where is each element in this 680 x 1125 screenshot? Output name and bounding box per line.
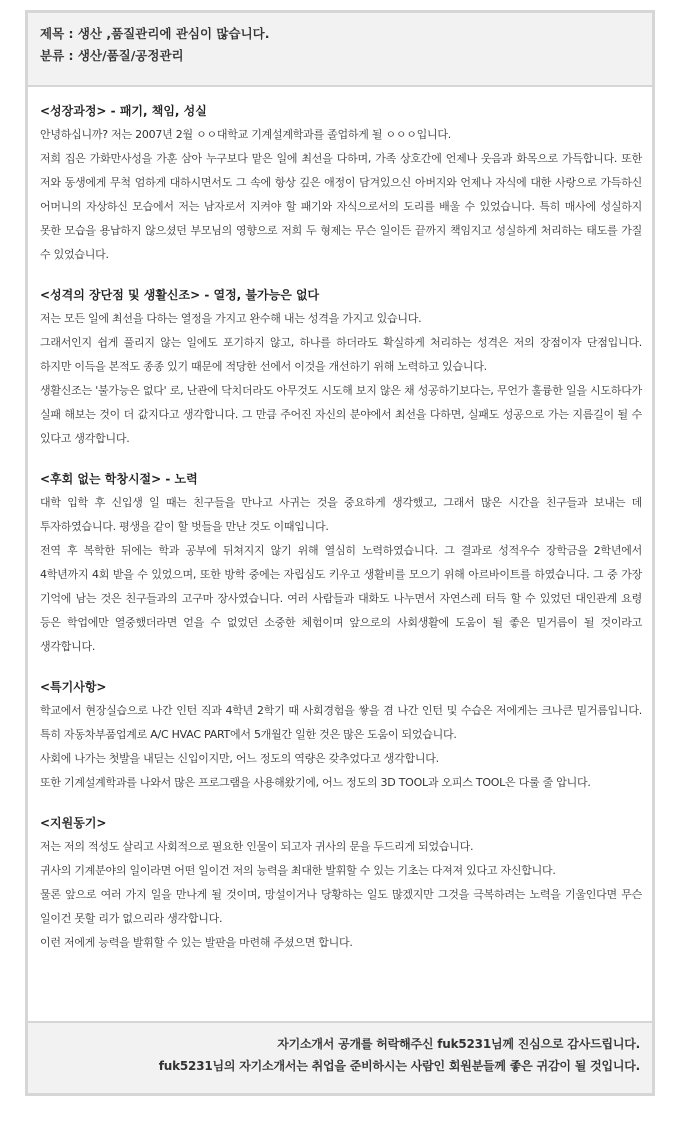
section-heading: <후회 없는 학창시절> - 노력: [40, 472, 198, 486]
section-heading: <지원동기>: [40, 816, 107, 830]
section-heading: <성장과정> - 패기, 책임, 성실: [40, 104, 207, 118]
section-motivation: [40, 811, 642, 955]
section-heading: <특기사항>: [40, 680, 107, 694]
paragraph: 그래서인지 쉽게 풀리지 않는 일에도 포기하지 않고, 하나를 하더라도 확실하게 처리하는 성격은 저의 장점이자 단점입니다. 하지만 이득을 본적도 종종 있기 때문에 적당한 선에서 이것을 개선하기 위해 노력하고 있습니다.: [40, 336, 642, 373]
paragraph: 귀사의 기계분야의 일이라면 어떤 일이건 저의 능력을 최대한 발휘할 수 있는 기초는 다져져 있다고 자신합니다.: [40, 864, 556, 877]
category-label: 분류 :: [40, 48, 78, 63]
paragraph: 저희 집은 가화만사성을 가훈 삼아 누구보다 맡은 일에 최선을 다하며, 가족 상호간에 언제나 웃음과 화목으로 가득합니다. 또한 저와 동생에게 무척 엄하게 대하시면서도 그 속에 항상 깊은 애정이 담겨있으신 아버지와 언제나 자식에 대한 사랑으로 가득하신 어머니의 자상하신 모습에서 저는 남자로서 지켜야 할 패기와 자식으로서의 도리를 배울 수 있었습니다. 특히 매사에 성실하지 못한 모습을 용납하지 않으셨던 부모님의 영향으로 저희 두 형제는 무슨 일이든 끝까지 책임지고 성실하게 처리하는 태도를 가질 수 있었습니다.: [40, 152, 642, 261]
title-row: [40, 23, 640, 45]
paragraph: 이런 저에게 능력을 발휘할 수 있는 발판을 마련해 주셨으면 합니다.: [40, 936, 353, 949]
paragraph: 사회에 나가는 첫발을 내딛는 신입이지만, 어느 정도의 역량은 갖추었다고 생각합니다.: [40, 752, 439, 765]
thanks-line: 자기소개서 공개를 허락해주신 fuk5231님께 진심으로 감사드립니다.: [277, 1037, 640, 1051]
paragraph: 안녕하십니까? 저는 2007년 2월 ㅇㅇ대학교 기계설계학과를 졸업하게 될 ㅇㅇㅇ입니다.: [40, 128, 451, 141]
paragraph: 또한 기계설계학과를 나와서 많은 프로그램을 사용해왔기에, 어느 정도의 3D TOOL과 오피스 TOOL은 다룰 줄 압니다.: [40, 776, 591, 789]
document-frame: [25, 10, 655, 1096]
document-title: 생산 ,품질관리에 관심이 많습니다.: [77, 26, 270, 41]
document-footer: [28, 1021, 652, 1093]
document-category: 생산/품질/공정관리: [77, 48, 184, 63]
paragraph: 학교에서 현장실습으로 나간 인턴 직과 4학년 2학기 때 사회경험을 쌓을 겸 나간 인턴 및 수습은 저에게는 크나큰 밑거름입니다. 특히 자동차부품업계로 A/C HVAC PART에서 5개월간 일한 것은 많은 도움이 되었습니다.: [40, 704, 642, 741]
paragraph: 저는 저의 적성도 살리고 사회적으로 필요한 인물이 되고자 귀사의 문을 두드리게 되었습니다.: [40, 840, 474, 853]
document-header: [28, 13, 652, 87]
section-personality: [40, 283, 642, 451]
paragraph: 물론 앞으로 여러 가지 일을 만나게 될 것이며, 망설이거나 당황하는 일도 많겠지만 그것을 극복하려는 노력을 기울인다면 무슨 일이건 못할 리가 없으리라 생각합니다.: [40, 888, 642, 925]
paragraph: 저는 모든 일에 최선을 다하는 열정을 가지고 완수해 내는 성격을 가지고 있습니다.: [40, 312, 422, 325]
paragraph: 전역 후 복학한 뒤에는 학과 공부에 뒤쳐지지 않기 위해 열심히 노력하였습니다. 그 결과로 성적우수 장학금을 2학년에서 4학년까지 4회 받을 수 있었으며, 또한 방학 중에는 자립심도 키우고 생활비를 모으기 위해 아르바이트를 하였습니다. 그 중 가장 기억에 남는 것은 친구들과의 고구마 장사였습니다. 여러 사람들과 대화도 나누면서 자연스레 터득 할 수 있었던 대인관계 요령 등은 학업에만 열중했더라면 얻을 수 없었던 소중한 체험이며 앞으로의 사회생활에 도움이 될 좋은 밑거름이 될 것이라고 생각합니다.: [40, 544, 642, 653]
title-label: 제목 :: [40, 26, 78, 41]
section-heading: <성격의 장단점 및 생활신조> - 열정, 불가능은 없다: [40, 288, 320, 302]
section-special: [40, 675, 642, 795]
note-line: fuk5231님의 자기소개서는 취업을 준비하시는 사람인 회원분들께 좋은 귀감이 될 것입니다.: [158, 1059, 640, 1073]
category-row: [40, 45, 640, 67]
paragraph: 대학 입학 후 신입생 일 때는 친구들을 만나고 사귀는 것을 중요하게 생각했고, 그래서 많은 시간을 친구들과 보내는 데 투자하였습니다. 평생을 같이 할 벗들을 만난 것도 이때입니다.: [40, 496, 642, 533]
document-body: [28, 87, 652, 1017]
section-school: [40, 467, 642, 659]
paragraph: 생활신조는 '불가능은 없다' 로, 난관에 닥치더라도 아무것도 시도해 보지 않은 채 성공하기보다는, 무언가 훌륭한 일을 시도하다가 실패 해보는 것이 더 값지다고 생각합니다. 그 만큼 주어진 자신의 분야에서 최선을 다하면, 실패도 성공으로 가는 지름길이 될 수 있다고 생각합니다.: [40, 384, 642, 445]
section-growth: [40, 99, 642, 267]
